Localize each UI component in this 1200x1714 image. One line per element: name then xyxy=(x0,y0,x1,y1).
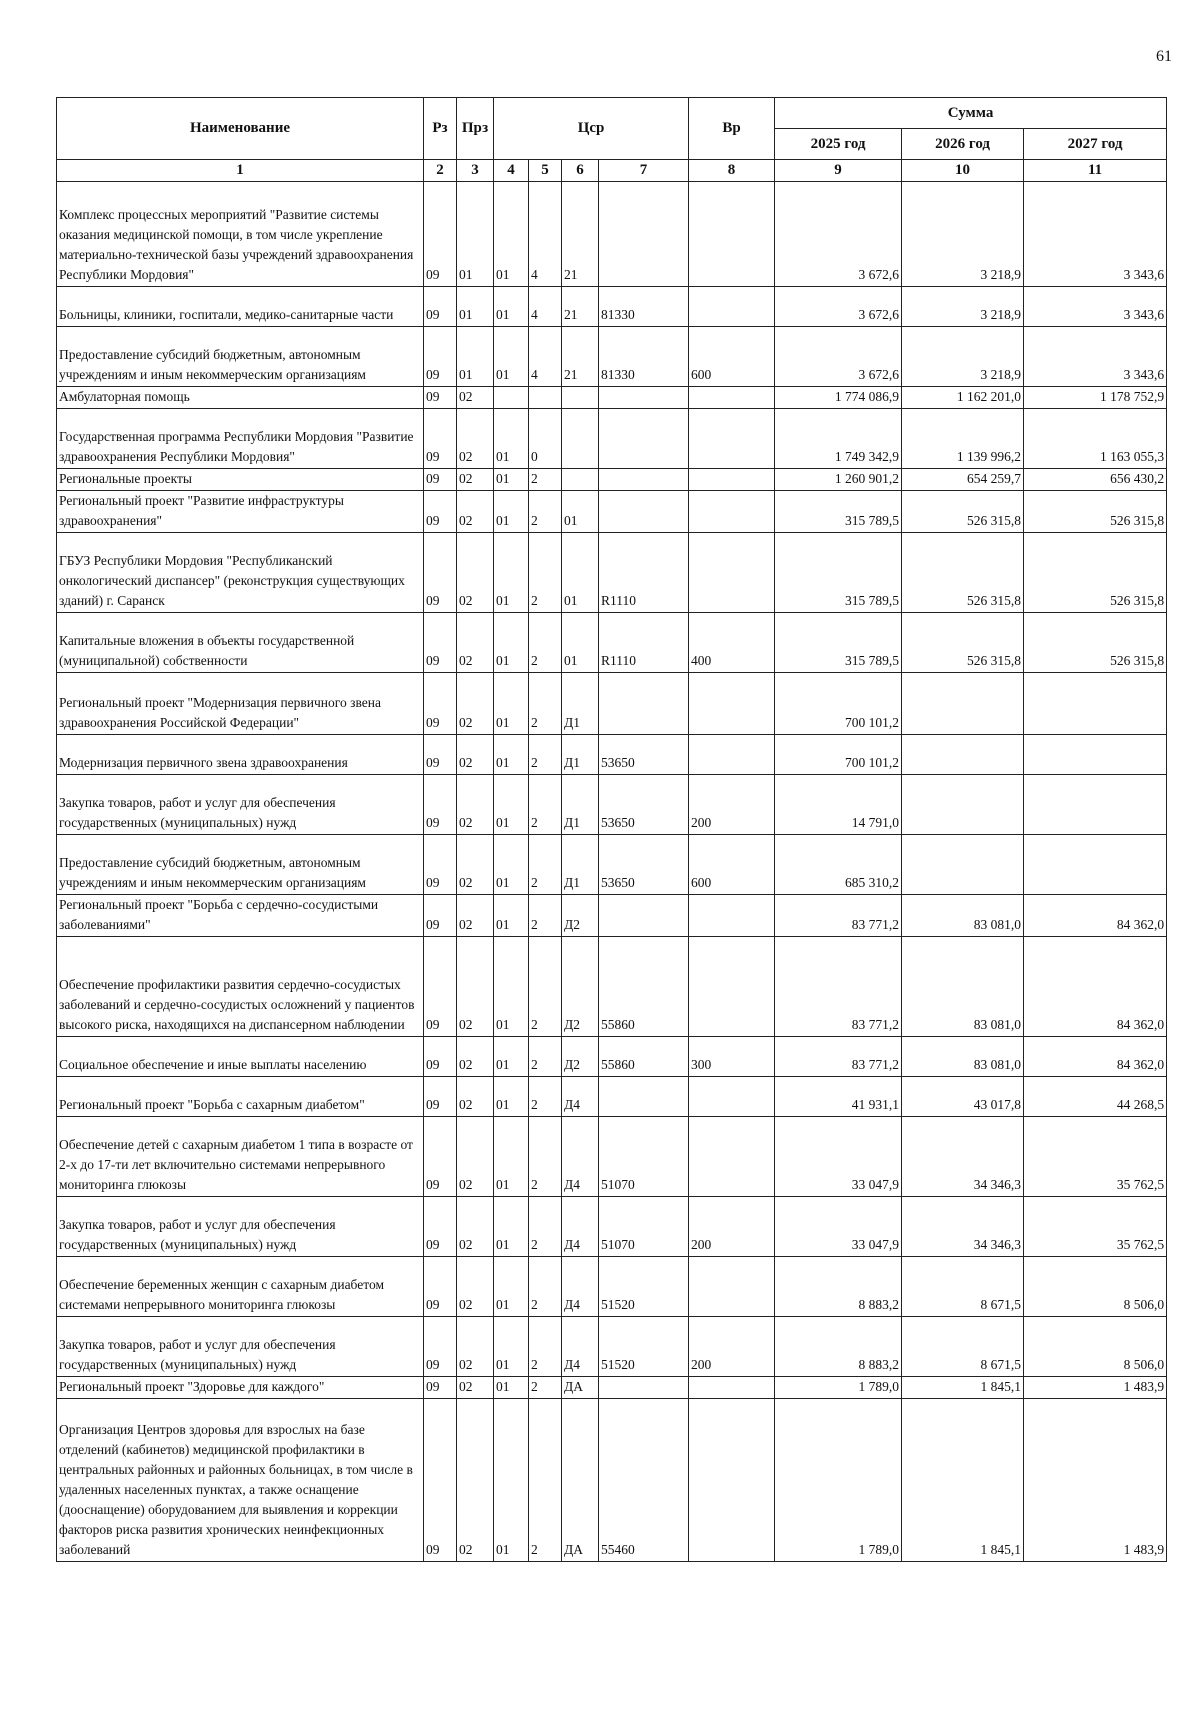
row-csr-6: Д2 xyxy=(562,937,599,1037)
table-row xyxy=(57,387,1167,409)
row-csr-5: 2 xyxy=(529,491,562,533)
row-vr: 200 xyxy=(689,1197,775,1257)
row-csr-5: 2 xyxy=(529,1117,562,1197)
row-csr-5: 2 xyxy=(529,1377,562,1399)
table-row xyxy=(57,1257,1167,1317)
row-csr-5: 2 xyxy=(529,1037,562,1077)
column-number: 4 xyxy=(494,160,529,182)
row-rz: 09 xyxy=(424,895,457,937)
row-sum-2025: 3 672,6 xyxy=(775,287,902,327)
row-prz: 02 xyxy=(457,613,494,673)
row-rz: 09 xyxy=(424,533,457,613)
row-sum-2026: 526 315,8 xyxy=(902,491,1024,533)
row-prz: 02 xyxy=(457,491,494,533)
column-number: 1 xyxy=(57,160,424,182)
row-csr-7 xyxy=(599,409,689,469)
row-csr-7 xyxy=(599,1377,689,1399)
row-name: Предоставление субсидий бюджетным, автономным учреждениям и иным некоммерческим организациям xyxy=(57,327,424,387)
row-csr-7 xyxy=(599,1077,689,1117)
row-sum-2025: 700 101,2 xyxy=(775,735,902,775)
row-name: Обеспечение профилактики развития сердечно-сосудистых заболеваний и сердечно-сосудистых осложнений у пациентов высокого риска, находящихся на диспансерном наблюдении xyxy=(57,937,424,1037)
row-sum-2025: 315 789,5 xyxy=(775,613,902,673)
row-prz: 02 xyxy=(457,937,494,1037)
row-sum-2025: 33 047,9 xyxy=(775,1197,902,1257)
row-vr: 300 xyxy=(689,1037,775,1077)
row-csr-4: 01 xyxy=(494,491,529,533)
row-csr-5: 2 xyxy=(529,835,562,895)
row-vr: 200 xyxy=(689,775,775,835)
row-csr-5: 2 xyxy=(529,937,562,1037)
row-vr xyxy=(689,491,775,533)
row-vr xyxy=(689,895,775,937)
row-name: Модернизация первичного звена здравоохранения xyxy=(57,735,424,775)
row-sum-2027 xyxy=(1024,835,1167,895)
table-row xyxy=(57,182,1167,287)
row-rz: 09 xyxy=(424,673,457,735)
row-vr xyxy=(689,182,775,287)
row-name: Организация Центров здоровья для взрослых на базе отделений (кабинетов) медицинской профилактики в центральных районных и районных больницах, в том числе в удаленных населенных пунктах, а также оснащение (дооснащение) оборудованием для выявления и коррекции факторов риска развития хронических неинфекционных заболеваний xyxy=(57,1399,424,1562)
row-sum-2025: 8 883,2 xyxy=(775,1257,902,1317)
row-csr-5 xyxy=(529,387,562,409)
row-vr xyxy=(689,735,775,775)
row-csr-7 xyxy=(599,182,689,287)
row-csr-4: 01 xyxy=(494,1377,529,1399)
row-csr-4: 01 xyxy=(494,1117,529,1197)
row-name: Комплекс процессных мероприятий "Развитие системы оказания медицинской помощи, в том числе укрепление материально-технической базы учреждений здравоохранения Республики Мордовия" xyxy=(57,182,424,287)
row-sum-2026: 1 845,1 xyxy=(902,1399,1024,1562)
row-sum-2025: 1 774 086,9 xyxy=(775,387,902,409)
table-row xyxy=(57,1077,1167,1117)
column-number: 7 xyxy=(599,160,689,182)
row-csr-5: 2 xyxy=(529,469,562,491)
row-csr-4: 01 xyxy=(494,287,529,327)
row-prz: 02 xyxy=(457,775,494,835)
row-csr-4: 01 xyxy=(494,895,529,937)
row-name: Региональный проект "Развитие инфраструктуры здравоохранения" xyxy=(57,491,424,533)
row-csr-6 xyxy=(562,469,599,491)
row-sum-2025: 83 771,2 xyxy=(775,895,902,937)
row-sum-2026: 526 315,8 xyxy=(902,613,1024,673)
row-csr-6: Д1 xyxy=(562,835,599,895)
row-sum-2025: 14 791,0 xyxy=(775,775,902,835)
row-sum-2027: 84 362,0 xyxy=(1024,895,1167,937)
row-csr-4: 01 xyxy=(494,835,529,895)
row-csr-6: Д4 xyxy=(562,1197,599,1257)
header-prz: Прз xyxy=(457,98,494,160)
row-csr-6: 21 xyxy=(562,327,599,387)
row-csr-7: 51070 xyxy=(599,1197,689,1257)
row-rz: 09 xyxy=(424,287,457,327)
row-vr xyxy=(689,1117,775,1197)
row-vr xyxy=(689,1399,775,1562)
row-sum-2025: 315 789,5 xyxy=(775,533,902,613)
row-csr-7: 55460 xyxy=(599,1399,689,1562)
row-rz: 09 xyxy=(424,1257,457,1317)
row-csr-4: 01 xyxy=(494,1037,529,1077)
table-row xyxy=(57,1197,1167,1257)
row-name: Государственная программа Республики Мордовия "Развитие здравоохранения Республики Мордовия" xyxy=(57,409,424,469)
row-csr-6 xyxy=(562,387,599,409)
row-sum-2025: 41 931,1 xyxy=(775,1077,902,1117)
header-sum: Сумма xyxy=(775,98,1167,129)
row-sum-2027: 1 178 752,9 xyxy=(1024,387,1167,409)
row-csr-4: 01 xyxy=(494,775,529,835)
row-rz: 09 xyxy=(424,613,457,673)
row-name: Закупка товаров, работ и услуг для обеспечения государственных (муниципальных) нужд xyxy=(57,1317,424,1377)
table-row xyxy=(57,491,1167,533)
row-prz: 02 xyxy=(457,895,494,937)
row-sum-2027: 526 315,8 xyxy=(1024,613,1167,673)
row-sum-2026: 34 346,3 xyxy=(902,1117,1024,1197)
row-csr-5: 2 xyxy=(529,1317,562,1377)
table-row xyxy=(57,613,1167,673)
row-sum-2026 xyxy=(902,775,1024,835)
row-name: Закупка товаров, работ и услуг для обеспечения государственных (муниципальных) нужд xyxy=(57,1197,424,1257)
header-year-2026: 2026 год xyxy=(902,129,1024,160)
row-prz: 02 xyxy=(457,1399,494,1562)
table-row xyxy=(57,287,1167,327)
row-name: Региональный проект "Модернизация первичного звена здравоохранения Российской Федерации" xyxy=(57,673,424,735)
row-name: Больницы, клиники, госпитали, медико-санитарные части xyxy=(57,287,424,327)
row-sum-2027: 44 268,5 xyxy=(1024,1077,1167,1117)
table-row xyxy=(57,1399,1167,1562)
row-name: Капитальные вложения в объекты государственной (муниципальной) собственности xyxy=(57,613,424,673)
row-csr-6: Д1 xyxy=(562,735,599,775)
row-rz: 09 xyxy=(424,1117,457,1197)
row-sum-2027: 3 343,6 xyxy=(1024,182,1167,287)
row-prz: 02 xyxy=(457,1117,494,1197)
row-sum-2027: 526 315,8 xyxy=(1024,491,1167,533)
row-prz: 02 xyxy=(457,1037,494,1077)
row-csr-5: 2 xyxy=(529,895,562,937)
row-csr-6: ДА xyxy=(562,1399,599,1562)
row-rz: 09 xyxy=(424,409,457,469)
row-csr-7: 53650 xyxy=(599,735,689,775)
column-number: 10 xyxy=(902,160,1024,182)
table-row xyxy=(57,409,1167,469)
row-csr-6: Д1 xyxy=(562,775,599,835)
row-sum-2026 xyxy=(902,835,1024,895)
table-row xyxy=(57,937,1167,1037)
row-sum-2026: 1 845,1 xyxy=(902,1377,1024,1399)
row-name: Региональный проект "Борьба с сахарным диабетом" xyxy=(57,1077,424,1117)
row-csr-7: 51070 xyxy=(599,1117,689,1197)
row-csr-4: 01 xyxy=(494,1317,529,1377)
column-number: 2 xyxy=(424,160,457,182)
row-sum-2026: 654 259,7 xyxy=(902,469,1024,491)
row-vr xyxy=(689,287,775,327)
row-csr-7: 53650 xyxy=(599,775,689,835)
row-name: Амбулаторная помощь xyxy=(57,387,424,409)
row-vr: 600 xyxy=(689,327,775,387)
table-row xyxy=(57,1117,1167,1197)
row-sum-2027 xyxy=(1024,735,1167,775)
row-name: ГБУЗ Республики Мордовия "Республиканский онкологический диспансер" (реконструкция существующих зданий) г. Саранск xyxy=(57,533,424,613)
row-prz: 01 xyxy=(457,182,494,287)
row-prz: 02 xyxy=(457,1077,494,1117)
header-vr: Вр xyxy=(689,98,775,160)
row-sum-2027 xyxy=(1024,775,1167,835)
row-csr-4: 01 xyxy=(494,613,529,673)
row-sum-2026: 43 017,8 xyxy=(902,1077,1024,1117)
column-number: 9 xyxy=(775,160,902,182)
row-csr-6: Д1 xyxy=(562,673,599,735)
row-vr xyxy=(689,937,775,1037)
row-sum-2026: 3 218,9 xyxy=(902,287,1024,327)
row-csr-7: 51520 xyxy=(599,1257,689,1317)
row-csr-4: 01 xyxy=(494,469,529,491)
table-row xyxy=(57,1317,1167,1377)
row-csr-4: 01 xyxy=(494,937,529,1037)
row-csr-5: 2 xyxy=(529,533,562,613)
row-prz: 02 xyxy=(457,1377,494,1399)
header-name: Наименование xyxy=(57,98,424,160)
row-csr-5: 4 xyxy=(529,327,562,387)
row-csr-7: R1110 xyxy=(599,613,689,673)
row-csr-7 xyxy=(599,673,689,735)
row-csr-7: 51520 xyxy=(599,1317,689,1377)
row-csr-6: Д4 xyxy=(562,1317,599,1377)
row-sum-2026: 8 671,5 xyxy=(902,1317,1024,1377)
row-rz: 09 xyxy=(424,735,457,775)
row-prz: 01 xyxy=(457,287,494,327)
row-sum-2025: 83 771,2 xyxy=(775,937,902,1037)
row-rz: 09 xyxy=(424,1377,457,1399)
row-prz: 02 xyxy=(457,673,494,735)
row-rz: 09 xyxy=(424,1037,457,1077)
row-csr-4: 01 xyxy=(494,1077,529,1117)
column-number: 6 xyxy=(562,160,599,182)
row-rz: 09 xyxy=(424,835,457,895)
row-prz: 02 xyxy=(457,735,494,775)
row-rz: 09 xyxy=(424,1077,457,1117)
table-row xyxy=(57,895,1167,937)
row-name: Социальное обеспечение и иные выплаты населению xyxy=(57,1037,424,1077)
row-rz: 09 xyxy=(424,775,457,835)
row-csr-6: 01 xyxy=(562,533,599,613)
row-csr-5: 4 xyxy=(529,287,562,327)
table-row xyxy=(57,673,1167,735)
row-sum-2026: 34 346,3 xyxy=(902,1197,1024,1257)
row-rz: 09 xyxy=(424,469,457,491)
table-row xyxy=(57,735,1167,775)
row-sum-2027: 1 483,9 xyxy=(1024,1377,1167,1399)
row-sum-2025: 8 883,2 xyxy=(775,1317,902,1377)
row-csr-4: 01 xyxy=(494,1399,529,1562)
row-rz: 09 xyxy=(424,327,457,387)
row-csr-5: 2 xyxy=(529,613,562,673)
row-sum-2025: 700 101,2 xyxy=(775,673,902,735)
row-sum-2025: 315 789,5 xyxy=(775,491,902,533)
row-csr-5: 2 xyxy=(529,1197,562,1257)
row-name: Предоставление субсидий бюджетным, автономным учреждениям и иным некоммерческим организациям xyxy=(57,835,424,895)
table-row xyxy=(57,775,1167,835)
row-prz: 02 xyxy=(457,1197,494,1257)
row-sum-2027: 84 362,0 xyxy=(1024,1037,1167,1077)
row-vr xyxy=(689,409,775,469)
row-sum-2025: 3 672,6 xyxy=(775,327,902,387)
row-vr xyxy=(689,469,775,491)
row-name: Региональный проект "Здоровье для каждого" xyxy=(57,1377,424,1399)
column-number: 5 xyxy=(529,160,562,182)
row-csr-7: 55860 xyxy=(599,937,689,1037)
row-csr-7 xyxy=(599,387,689,409)
row-name: Обеспечение беременных женщин с сахарным диабетом системами непрерывного мониторинга глюкозы xyxy=(57,1257,424,1317)
row-vr: 600 xyxy=(689,835,775,895)
row-csr-6: Д4 xyxy=(562,1257,599,1317)
row-prz: 02 xyxy=(457,469,494,491)
row-csr-5: 2 xyxy=(529,673,562,735)
row-csr-5: 0 xyxy=(529,409,562,469)
row-sum-2025: 1 260 901,2 xyxy=(775,469,902,491)
row-csr-7: 81330 xyxy=(599,287,689,327)
row-prz: 01 xyxy=(457,327,494,387)
row-name: Закупка товаров, работ и услуг для обеспечения государственных (муниципальных) нужд xyxy=(57,775,424,835)
row-csr-6 xyxy=(562,409,599,469)
page-number: 61 xyxy=(1156,48,1172,65)
row-vr: 200 xyxy=(689,1317,775,1377)
row-vr xyxy=(689,1377,775,1399)
row-csr-5: 4 xyxy=(529,182,562,287)
row-name: Обеспечение детей с сахарным диабетом 1 типа в возрасте от 2-х до 17-ти лет включительно системами непрерывного мониторинга глюкозы xyxy=(57,1117,424,1197)
row-sum-2026: 526 315,8 xyxy=(902,533,1024,613)
row-csr-7: 53650 xyxy=(599,835,689,895)
row-sum-2027: 84 362,0 xyxy=(1024,937,1167,1037)
column-number: 11 xyxy=(1024,160,1167,182)
row-name: Региональные проекты xyxy=(57,469,424,491)
row-csr-4: 01 xyxy=(494,673,529,735)
header-rz: Рз xyxy=(424,98,457,160)
row-csr-6: 01 xyxy=(562,613,599,673)
row-csr-7: 81330 xyxy=(599,327,689,387)
row-rz: 09 xyxy=(424,491,457,533)
row-csr-7: 55860 xyxy=(599,1037,689,1077)
row-sum-2027: 1 483,9 xyxy=(1024,1399,1167,1562)
header-year-2025: 2025 год xyxy=(775,129,902,160)
row-csr-6: ДА xyxy=(562,1377,599,1399)
table-row xyxy=(57,1377,1167,1399)
row-sum-2025: 1 789,0 xyxy=(775,1399,902,1562)
row-rz: 09 xyxy=(424,1197,457,1257)
row-sum-2026: 3 218,9 xyxy=(902,182,1024,287)
row-prz: 02 xyxy=(457,387,494,409)
row-sum-2027 xyxy=(1024,673,1167,735)
row-sum-2026: 83 081,0 xyxy=(902,895,1024,937)
row-rz: 09 xyxy=(424,1399,457,1562)
row-csr-5: 2 xyxy=(529,1399,562,1562)
row-csr-4 xyxy=(494,387,529,409)
row-csr-4: 01 xyxy=(494,1257,529,1317)
table-row xyxy=(57,835,1167,895)
row-sum-2026: 83 081,0 xyxy=(902,1037,1024,1077)
row-sum-2027: 526 315,8 xyxy=(1024,533,1167,613)
row-csr-4: 01 xyxy=(494,735,529,775)
row-sum-2025: 685 310,2 xyxy=(775,835,902,895)
row-sum-2025: 3 672,6 xyxy=(775,182,902,287)
row-rz: 09 xyxy=(424,182,457,287)
table-row xyxy=(57,327,1167,387)
row-csr-5: 2 xyxy=(529,735,562,775)
row-sum-2027: 3 343,6 xyxy=(1024,327,1167,387)
row-csr-5: 2 xyxy=(529,775,562,835)
row-vr xyxy=(689,1257,775,1317)
row-csr-7 xyxy=(599,469,689,491)
row-csr-4: 01 xyxy=(494,182,529,287)
row-csr-6: Д4 xyxy=(562,1117,599,1197)
row-prz: 02 xyxy=(457,409,494,469)
row-sum-2026 xyxy=(902,735,1024,775)
header-year-2027: 2027 год xyxy=(1024,129,1167,160)
row-sum-2027: 35 762,5 xyxy=(1024,1197,1167,1257)
row-sum-2027: 8 506,0 xyxy=(1024,1257,1167,1317)
row-csr-5: 2 xyxy=(529,1077,562,1117)
row-sum-2027: 656 430,2 xyxy=(1024,469,1167,491)
row-vr xyxy=(689,1077,775,1117)
row-csr-7: R1110 xyxy=(599,533,689,613)
budget-table xyxy=(56,97,1167,1562)
row-sum-2025: 1 789,0 xyxy=(775,1377,902,1399)
row-vr xyxy=(689,387,775,409)
row-sum-2027: 8 506,0 xyxy=(1024,1317,1167,1377)
column-number: 8 xyxy=(689,160,775,182)
column-numbers-row xyxy=(57,160,1167,182)
row-csr-6: Д2 xyxy=(562,1037,599,1077)
row-sum-2026 xyxy=(902,673,1024,735)
row-prz: 02 xyxy=(457,1257,494,1317)
header-csr: Цср xyxy=(494,98,689,160)
row-sum-2027: 1 163 055,3 xyxy=(1024,409,1167,469)
table-row xyxy=(57,533,1167,613)
row-csr-7 xyxy=(599,895,689,937)
row-sum-2025: 83 771,2 xyxy=(775,1037,902,1077)
row-csr-4: 01 xyxy=(494,327,529,387)
row-rz: 09 xyxy=(424,1317,457,1377)
row-sum-2025: 33 047,9 xyxy=(775,1117,902,1197)
table-row xyxy=(57,469,1167,491)
row-vr xyxy=(689,673,775,735)
row-prz: 02 xyxy=(457,835,494,895)
row-vr: 400 xyxy=(689,613,775,673)
row-rz: 09 xyxy=(424,387,457,409)
column-number: 3 xyxy=(457,160,494,182)
row-csr-6: Д4 xyxy=(562,1077,599,1117)
row-prz: 02 xyxy=(457,533,494,613)
row-sum-2026: 8 671,5 xyxy=(902,1257,1024,1317)
row-csr-5: 2 xyxy=(529,1257,562,1317)
row-csr-4: 01 xyxy=(494,409,529,469)
row-csr-6: 21 xyxy=(562,287,599,327)
row-prz: 02 xyxy=(457,1317,494,1377)
row-csr-6: 21 xyxy=(562,182,599,287)
row-name: Региональный проект "Борьба с сердечно-сосудистыми заболеваниями" xyxy=(57,895,424,937)
row-csr-6: Д2 xyxy=(562,895,599,937)
row-sum-2026: 83 081,0 xyxy=(902,937,1024,1037)
row-vr xyxy=(689,533,775,613)
row-csr-4: 01 xyxy=(494,533,529,613)
row-rz: 09 xyxy=(424,937,457,1037)
row-csr-4: 01 xyxy=(494,1197,529,1257)
row-sum-2026: 1 139 996,2 xyxy=(902,409,1024,469)
row-sum-2025: 1 749 342,9 xyxy=(775,409,902,469)
table-row xyxy=(57,1037,1167,1077)
row-sum-2026: 3 218,9 xyxy=(902,327,1024,387)
row-sum-2027: 3 343,6 xyxy=(1024,287,1167,327)
row-csr-7 xyxy=(599,491,689,533)
row-sum-2027: 35 762,5 xyxy=(1024,1117,1167,1197)
row-sum-2026: 1 162 201,0 xyxy=(902,387,1024,409)
row-csr-6: 01 xyxy=(562,491,599,533)
